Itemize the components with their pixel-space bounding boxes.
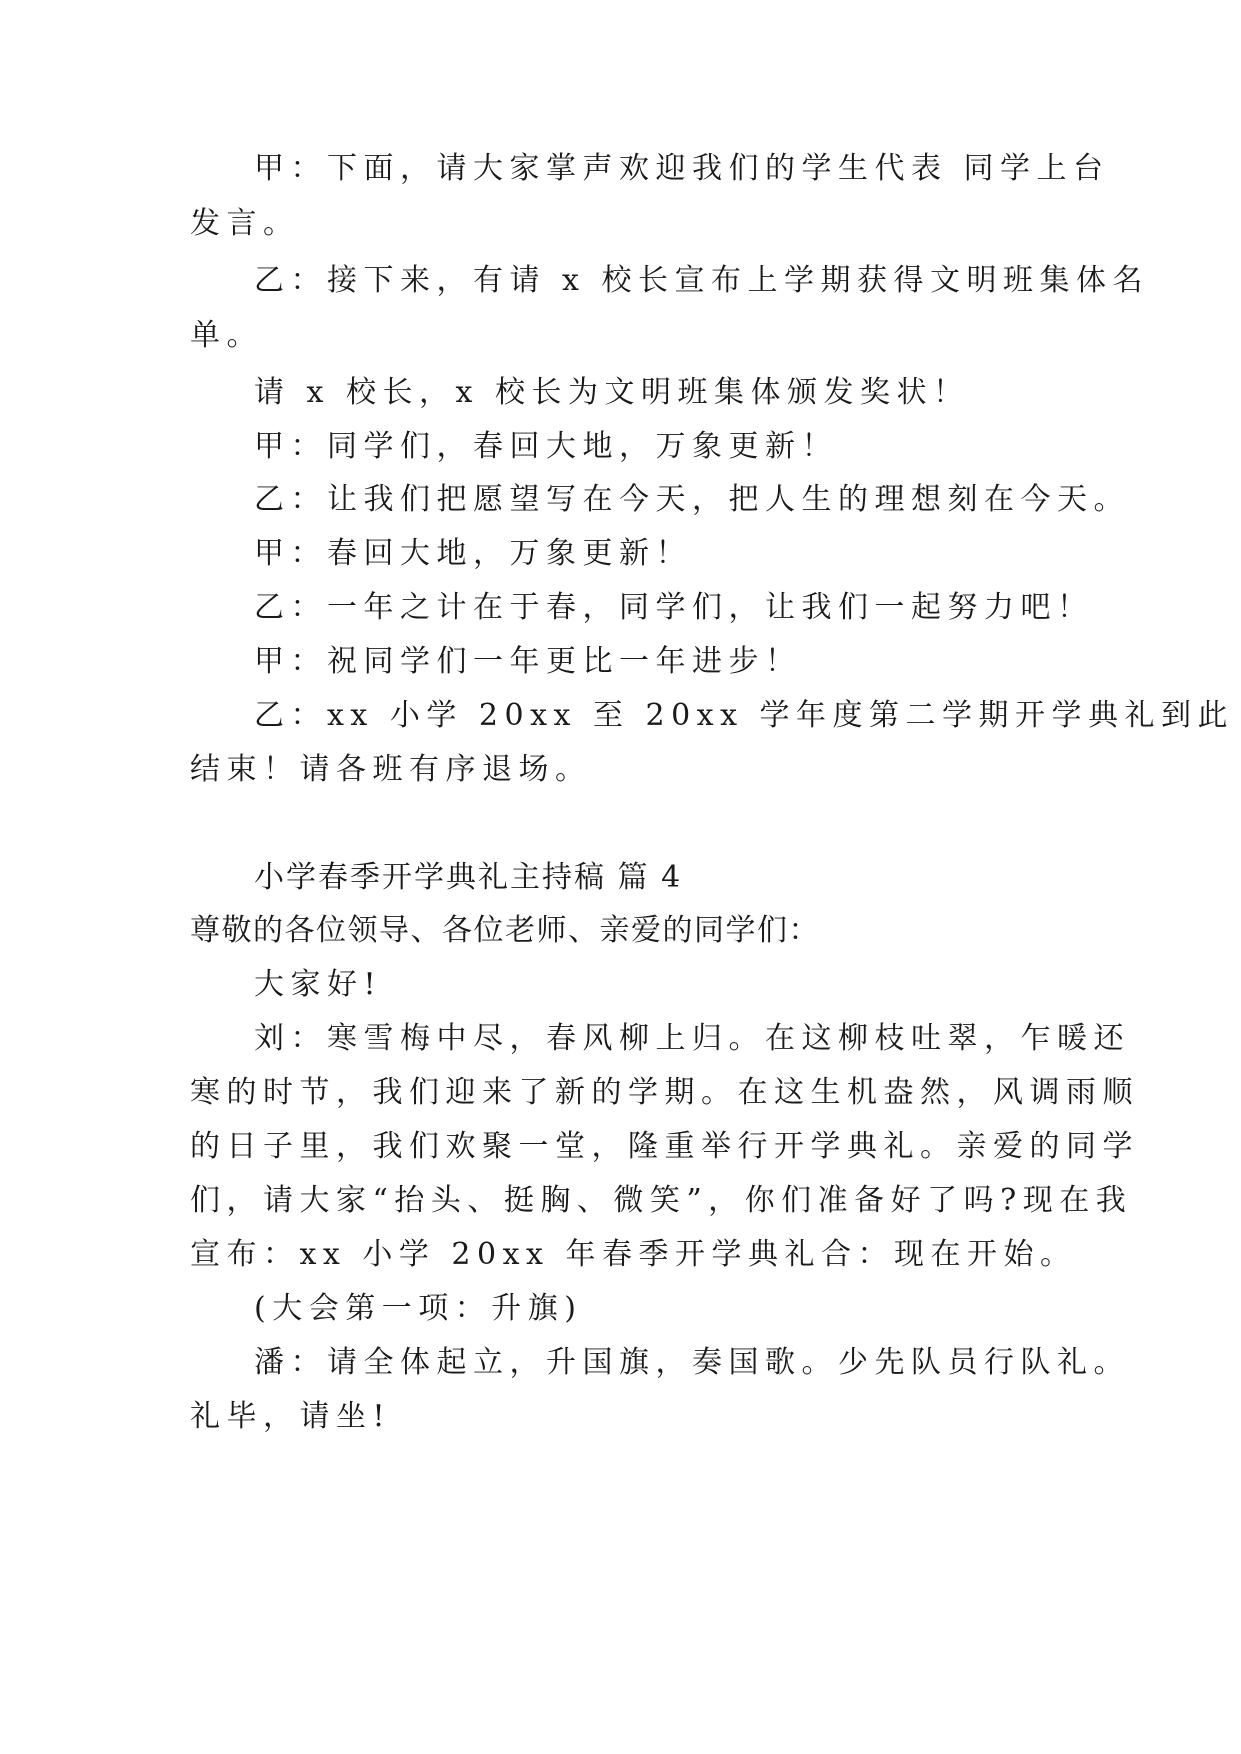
- paragraph-line: 们，请大家“抬头、挺胸、微笑”，你们准备好了吗?现在我: [190, 1183, 1133, 1218]
- paragraph-line: 宣布：xx 小学 20xx 年春季开学典礼合：现在开始。: [190, 1237, 1077, 1272]
- paragraph-line: 的日子里，我们欢聚一堂，隆重举行开学典礼。亲爱的同学: [190, 1129, 1139, 1164]
- paragraph-line: 单。: [190, 318, 263, 353]
- paragraph-line: (大会第一项：升旗): [254, 1291, 583, 1326]
- paragraph-line: 甲：同学们，春回大地，万象更新！: [254, 429, 838, 464]
- paragraph-line: 请 x 校长，x 校长为文明班集体颁发奖状！: [254, 375, 970, 410]
- paragraph-line: 甲：下面，请大家掌声欢迎我们的学生代表 同学上台: [254, 151, 1110, 186]
- paragraph-line: 寒的时节，我们迎来了新的学期。在这生机盎然，风调雨顺: [190, 1075, 1139, 1110]
- paragraph-line: 甲：春回大地，万象更新！: [254, 536, 692, 571]
- paragraph-line: 礼毕，请坐!: [190, 1399, 392, 1434]
- paragraph-line: 甲：祝同学们一年更比一年进步！: [254, 644, 802, 679]
- paragraph-line: 结束！请各班有序退场。: [190, 752, 592, 787]
- section-title: 小学春季开学典礼主持稿 篇 4: [254, 860, 683, 895]
- paragraph-line: 刘：寒雪梅中尽，春风柳上归。在这柳枝吐翠，乍暖还: [254, 1021, 1130, 1056]
- paragraph-line: 大家好!: [254, 967, 383, 1002]
- paragraph-line: 潘：请全体起立，升国旗，奏国歌。少先队员行队礼。: [254, 1345, 1130, 1380]
- paragraph-line: 乙：接下来，有请 x 校长宣布上学期获得文明班集体名: [254, 263, 1149, 298]
- paragraph-line: 乙：一年之计在于春，同学们，让我们一起努力吧！: [254, 590, 1094, 625]
- salutation: 尊敬的各位领导、各位老师、亲爱的同学们：: [190, 913, 820, 948]
- paragraph-line: 乙：xx 小学 20xx 至 20xx 学年度第二学期开学典礼到此: [254, 698, 1235, 733]
- paragraph-line: 乙：让我们把愿望写在今天，把人生的理想刻在今天。: [254, 482, 1130, 517]
- paragraph-line: 发言。: [190, 206, 300, 241]
